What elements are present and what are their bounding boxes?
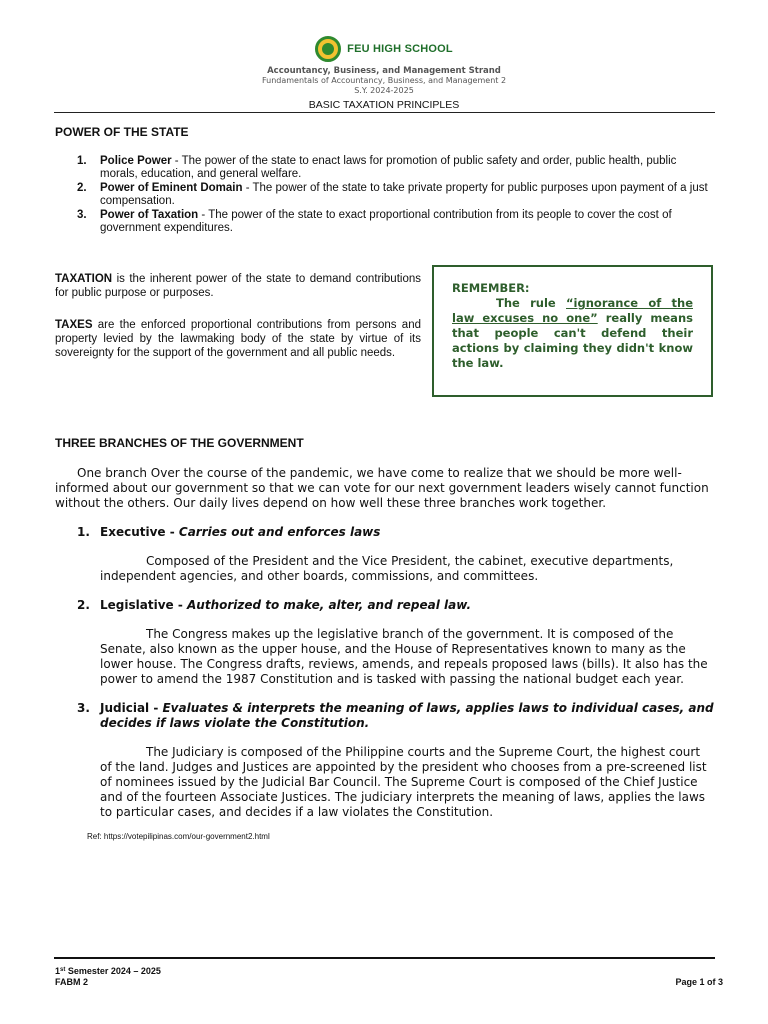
branches-heading: THREE BRANCHES OF THE GOVERNMENT	[55, 436, 304, 450]
school-logo-row	[0, 36, 768, 62]
footer-semester	[55, 965, 161, 977]
branch-role: Authorized to make, alter, and repeal law.	[187, 598, 472, 612]
remember-quote: “ignorance of the law excuses no one”	[452, 296, 693, 325]
branch-name: Judicial -	[100, 701, 163, 715]
power-heading: POWER OF THE STATE	[55, 125, 189, 139]
power-text: - The power of the state to exact proportional contribution from its people to cover the cost of government expenditures.	[100, 208, 672, 234]
school-name: FEU HIGH SCHOOL	[347, 43, 453, 55]
power-item	[55, 182, 715, 209]
semester-text: Semester 2024 – 2025	[65, 966, 161, 976]
school-seal-icon	[315, 36, 341, 62]
reference-link[interactable]: Ref: https://votepilipinas.com/our-government2.html	[87, 832, 270, 841]
taxes-term: TAXES	[55, 319, 93, 331]
remember-title: REMEMBER:	[452, 281, 530, 295]
remember-body	[452, 296, 693, 371]
item-number: 2.	[77, 181, 87, 194]
branch-judicial-title	[55, 701, 715, 731]
taxes-definition	[55, 318, 421, 360]
branch-name: Executive -	[100, 525, 179, 539]
footer-info	[55, 965, 161, 988]
taxation-term: TAXATION	[55, 273, 113, 285]
power-text: - The power of the state to enact laws for promotion of public safety and order, public health, public morals, education, and general welfare.	[100, 154, 677, 180]
branches-intro: One branch Over the course of the pandemic, we have come to realize that we should be more well-informed about our government so that we can vote for our next government leaders wisely cannot function without the others. Our daily lives depend on how well these three branches work together.	[55, 466, 709, 510]
document-title: BASIC TAXATION PRINCIPLES	[308, 99, 460, 111]
power-list	[55, 155, 715, 236]
page-number: Page 1 of 3	[675, 977, 723, 987]
item-number: 3.	[77, 208, 87, 221]
footer-course: FABM 2	[55, 977, 89, 987]
power-text: - The power of the state to take private property for public purposes upon payment of a just compensation.	[100, 181, 708, 207]
item-number: 3.	[77, 701, 90, 715]
branch-name: Legislative -	[100, 598, 187, 612]
power-item	[55, 155, 715, 182]
branch-judicial-desc: The Judiciary is composed of the Philippine courts and the Supreme Court, the highest court of the land. Judges and Justices are appointed by the president who chooses from a pre-screened list of nominees issued by the Judicial Bar Council. The Supreme Court is composed of the Chief Justice and of the fourteen Associate Justices. The judiciary interprets the meaning of laws, applies the laws to particular cases, and decides if a law violates the Constitution.	[100, 745, 707, 819]
power-item	[55, 209, 715, 236]
item-number: 1.	[77, 154, 87, 167]
remember-pre: The rule	[496, 296, 566, 310]
branches-section	[55, 436, 715, 844]
definitions	[55, 272, 421, 360]
power-term: Police Power	[100, 154, 172, 167]
semester-number: 1	[55, 966, 61, 976]
item-number: 1.	[77, 525, 90, 539]
strand-name: Accountancy, Business, and Management Strand	[267, 66, 501, 76]
branch-role: Evaluates & interprets the meaning of laws, applies laws to individual cases, and decides if laws violate the Constitution.	[100, 701, 714, 730]
power-term: Power of Eminent Domain	[100, 181, 243, 194]
branch-role: Carries out and enforces laws	[178, 525, 381, 539]
item-number: 2.	[77, 598, 90, 612]
branch-executive-desc: Composed of the President and the Vice President, the cabinet, executive departments, independent agencies, and other boards, commissions, and committees.	[100, 554, 674, 583]
taxation-definition	[55, 272, 421, 300]
remember-callout	[432, 265, 713, 397]
taxes-text: are the enforced proportional contributions from persons and property levied by the lawmaking body of the state by virtue of its sovereignty for the support of the government and all public needs.	[55, 319, 421, 359]
semester-suffix: st	[60, 967, 66, 973]
school-year: S.Y. 2024-2025	[354, 86, 414, 95]
document-header	[0, 36, 768, 111]
branch-executive-title	[55, 525, 715, 540]
branch-legislative-desc: The Congress makes up the legislative branch of the government. It is composed of the Senate, also known as the upper house, and the House of Representatives known to many as the lower house. The Congress drafts, reviews, amends, and repeals proposed laws (bills). It also has the power to amend the 1987 Constitution and is tasked with passing the national budget each year.	[100, 627, 708, 686]
footer-divider	[54, 957, 715, 959]
subject-name: Fundamentals of Accountancy, Business, and Management 2	[261, 76, 507, 85]
branch-legislative-title	[55, 598, 715, 613]
power-term: Power of Taxation	[100, 208, 199, 221]
header-divider	[54, 112, 715, 113]
remember-post: really means that people can't defend their actions by claiming they didn't know the law.	[452, 311, 693, 370]
taxation-text: is the inherent power of the state to demand contributions for public purpose or purposes.	[55, 273, 421, 299]
power-section	[55, 126, 715, 236]
